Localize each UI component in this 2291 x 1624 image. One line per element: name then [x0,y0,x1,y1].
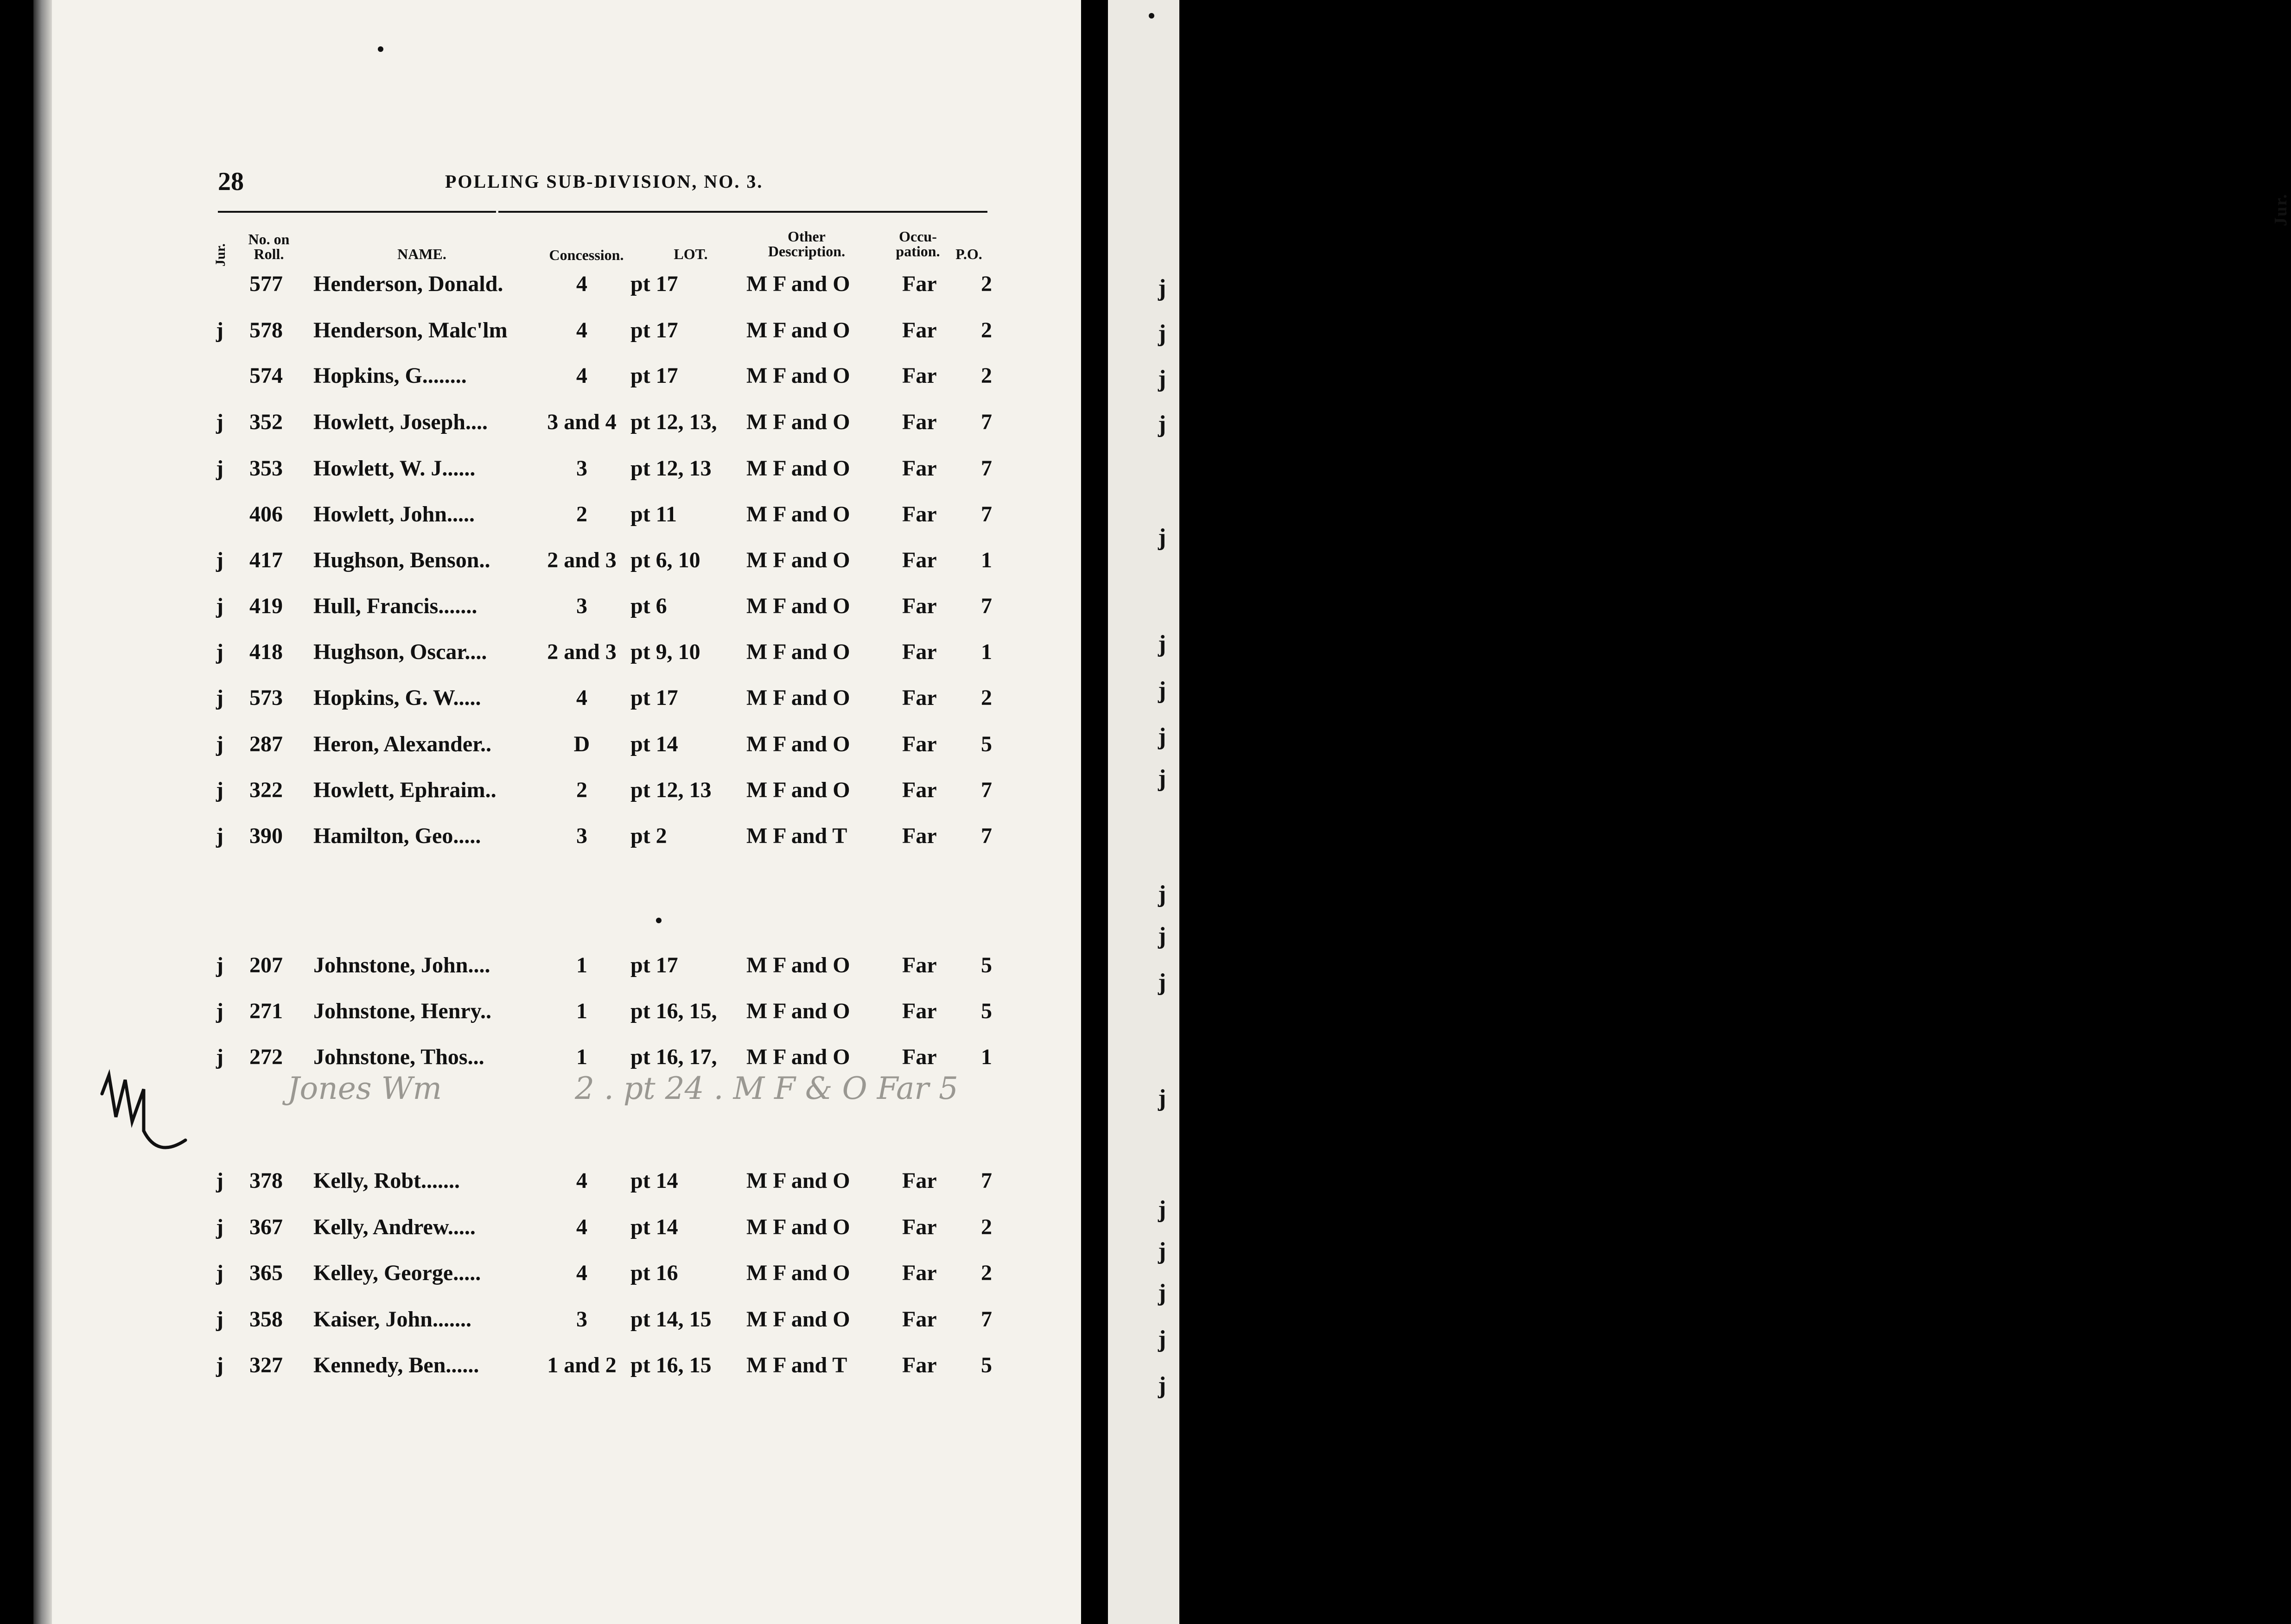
occupation: Far [902,1215,937,1239]
voter-name: Hughson, Oscar.... [313,640,487,664]
post-office: 2 [981,1261,992,1285]
table-row [0,731,1179,773]
occupation: Far [902,410,937,434]
table-row [0,1352,1179,1394]
occupation: Far [902,640,937,664]
other-description: M F and O [746,594,850,618]
lot: pt 12, 13 [630,456,712,481]
roll-number: 353 [249,456,283,481]
voter-name: Kennedy, Ben...... [313,1353,479,1377]
voter-name: Johnstone, John.... [313,953,490,977]
voter-name: Johnstone, Thos... [313,1045,484,1069]
voter-name: Hopkins, G. W..... [313,685,481,710]
voter-name: Howlett, W. J...... [313,456,476,481]
concession: 2 and 3 [547,640,617,664]
margin-mark [88,1066,199,1168]
concession: 2 [576,778,587,802]
adjacent-jur-mark: j [1158,411,1166,438]
concession: 4 [576,272,587,296]
other-description: M F and O [746,1215,850,1239]
roll-number: 367 [249,1215,283,1239]
header-description-line1: Other [788,228,826,245]
concession: D [573,732,590,756]
other-description: M F and O [746,1045,850,1069]
lot: pt 2 [630,824,667,848]
occupation: Far [902,502,937,527]
jur-mark: j [216,778,223,802]
post-office: 7 [981,1307,992,1332]
concession: 4 [576,318,587,343]
occupation: Far [902,1307,937,1332]
header-lot: LOT. [674,246,708,262]
lot: pt 16 [630,1261,678,1285]
adjacent-jur-mark: j [1158,1238,1166,1264]
speck [378,46,383,52]
table-row [0,547,1179,589]
concession: 1 [576,953,587,977]
concession: 3 [576,824,587,848]
adjacent-jur-mark: j [1158,881,1166,907]
post-office: 2 [981,685,992,710]
page-number: 28 [218,167,244,196]
other-description: M F and O [746,1307,850,1332]
occupation: Far [902,272,937,296]
header-roll-line1: No. on [248,231,290,247]
roll-number: 322 [249,778,283,802]
concession: 1 [576,1045,587,1069]
post-office: 5 [981,999,992,1023]
voter-name: Kaiser, John....... [313,1307,471,1332]
roll-number: 419 [249,594,283,618]
adjacent-jur-mark: j [1158,969,1166,996]
adjacent-jur-mark: j [1158,1372,1166,1399]
concession: 4 [576,685,587,710]
voter-name: Hull, Francis....... [313,594,477,618]
header-occupation [881,229,955,259]
occupation: Far [902,456,937,481]
other-description: M F and O [746,999,850,1023]
roll-number: 271 [249,999,283,1023]
occupation: Far [902,1353,937,1377]
jur-mark: j [216,953,223,977]
adjacent-jur-mark: j [1158,923,1166,949]
other-description: M F and O [746,1261,850,1285]
roll-number: 418 [249,640,283,664]
occupation: Far [902,953,937,977]
roll-number: 577 [249,272,283,296]
lot: pt 17 [630,272,678,296]
other-description: M F and O [746,685,850,710]
other-description: M F and O [746,318,850,343]
other-description: M F and T [746,824,847,848]
adjacent-jur-mark: j [1158,1085,1166,1111]
header-rule-left [218,211,496,213]
post-office: 2 [981,272,992,296]
adjacent-jur-mark: j [1158,723,1166,750]
voter-name: Hamilton, Geo..... [313,824,481,848]
adjacent-jur-mark: j [1158,275,1166,301]
lot: pt 14, 15 [630,1307,712,1332]
voter-name: Johnstone, Henry.. [313,999,492,1023]
table-row [0,409,1179,451]
other-description: M F and O [746,732,850,756]
roll-number: 365 [249,1261,283,1285]
jur-mark: j [216,640,223,664]
table-row [0,1307,1179,1348]
header-occupation-line1: Occu- [899,228,937,245]
occupation: Far [902,824,937,848]
table-row [0,952,1179,994]
occupation: Far [902,363,937,388]
roll-number: 417 [249,548,283,572]
post-office: 7 [981,594,992,618]
speck [656,918,662,923]
header-description [746,229,867,259]
roll-number: 272 [249,1045,283,1069]
post-office: 7 [981,824,992,848]
voter-name: Kelly, Robt....... [313,1168,460,1193]
other-description: M F and T [746,1353,847,1377]
lot: pt 17 [630,318,678,343]
speck [1149,13,1154,19]
post-office: 1 [981,548,992,572]
jur-mark: j [216,1261,223,1285]
adjacent-jur-mark: j [1158,1196,1166,1223]
header-name: NAME. [397,246,446,262]
other-description: M F and O [746,953,850,977]
header-roll-line2: Roll. [254,246,284,262]
roll-number: 378 [249,1168,283,1193]
table-row [0,271,1179,313]
concession: 2 [576,502,587,527]
lot: pt 11 [630,502,677,527]
post-office: 2 [981,1215,992,1239]
post-office: 5 [981,732,992,756]
lot: pt 16, 15, [630,999,717,1023]
roll-number: 406 [249,502,283,527]
jur-mark: j [216,1215,223,1239]
table-row [0,1214,1179,1256]
lot: pt 14 [630,1215,678,1239]
table-row [0,1168,1179,1210]
jur-mark: j [216,732,223,756]
lot: pt 17 [630,363,678,388]
roll-number: 578 [249,318,283,343]
lot: pt 17 [630,953,678,977]
voter-name: Howlett, Joseph.... [313,410,488,434]
other-description: M F and O [746,1168,850,1193]
table-row [0,685,1179,727]
occupation: Far [902,318,937,343]
other-description: M F and O [746,363,850,388]
jur-mark: j [216,1307,223,1332]
other-description: M F and O [746,778,850,802]
roll-number: 390 [249,824,283,848]
roll-number: 573 [249,685,283,710]
post-office: 2 [981,318,992,343]
concession: 4 [576,363,587,388]
table-row [0,823,1179,865]
adjacent-jur-mark: j [1158,765,1166,792]
occupation: Far [902,999,937,1023]
jur-mark: j [216,1168,223,1193]
jur-mark: j [216,685,223,710]
table-row [0,1260,1179,1302]
occupation: Far [902,778,937,802]
jur-mark: j [216,410,223,434]
lot: pt 6, 10 [630,548,700,572]
header-rule-right [498,211,987,213]
jur-mark: j [216,548,223,572]
lot: pt 6 [630,594,667,618]
header-concession: Concession. [549,247,624,263]
jur-mark: j [216,1353,223,1377]
lot: pt 16, 17, [630,1045,717,1069]
concession: 1 [576,999,587,1023]
jur-mark: j [216,318,223,343]
lot: pt 9, 10 [630,640,700,664]
concession: 4 [576,1215,587,1239]
occupation: Far [902,1045,937,1069]
other-description: M F and O [746,502,850,527]
post-office: 2 [981,363,992,388]
post-office: 7 [981,410,992,434]
table-row [0,593,1179,635]
lot: pt 12, 13, [630,410,717,434]
jur-mark: j [216,1045,223,1069]
lot: pt 17 [630,685,678,710]
concession: 1 and 2 [547,1353,617,1377]
concession: 3 [576,594,587,618]
adjacent-jur-mark: j [1158,1280,1166,1306]
header-description-line2: Description. [768,243,846,260]
adjacent-jur-mark: j [1158,366,1166,392]
handwritten-details: 2 . pt 24 . M F & O Far 5 [575,1071,958,1106]
concession: 4 [576,1168,587,1193]
header-roll [241,232,297,261]
other-description: M F and O [746,640,850,664]
adjacent-jur-mark: j [1158,677,1166,704]
header-jur: Jur. [213,243,228,266]
table-row [0,456,1179,497]
jur-mark: j [216,594,223,618]
other-description: M F and O [746,410,850,434]
roll-number: 287 [249,732,283,756]
jur-mark: j [216,824,223,848]
roll-number: 358 [249,1307,283,1332]
voter-name: Howlett, John..... [313,502,475,527]
concession: 3 [576,1307,587,1332]
post-office: 7 [981,1168,992,1193]
jur-mark: j [216,456,223,481]
occupation: Far [902,732,937,756]
post-office: 5 [981,953,992,977]
voter-name: Hopkins, G........ [313,363,467,388]
table-row [0,639,1179,681]
occupation: Far [902,685,937,710]
occupation: Far [902,548,937,572]
header-occupation-line2: pation. [896,243,940,260]
voter-name: Henderson, Donald. [313,272,503,296]
page-title: POLLING SUB-DIVISION, NO. 3. [445,171,764,192]
adjacent-jur-mark: j [1158,631,1166,657]
lot: pt 12, 13 [630,778,712,802]
occupation: Far [902,1261,937,1285]
table-row [0,317,1179,359]
voter-name: Heron, Alexander.. [313,732,492,756]
other-description: M F and O [746,456,850,481]
table-row [0,777,1179,819]
voter-name: Henderson, Malc'lm [313,318,508,343]
adjacent-jur-mark: j [1158,320,1166,347]
concession: 2 and 3 [547,548,617,572]
lot: pt 14 [630,1168,678,1193]
adjacent-page-jur-header: Jur. [2271,193,2291,226]
roll-number: 352 [249,410,283,434]
header-po: P.O. [955,246,982,262]
other-description: M F and O [746,272,850,296]
roll-number: 207 [249,953,283,977]
jur-mark: j [216,999,223,1023]
voter-name: Howlett, Ephraim.. [313,778,496,802]
voter-name: Hughson, Benson.. [313,548,490,572]
post-office: 1 [981,640,992,664]
occupation: Far [902,1168,937,1193]
concession: 3 and 4 [547,410,617,434]
roll-number: 327 [249,1353,283,1377]
lot: pt 16, 15 [630,1353,712,1377]
table-row [0,363,1179,405]
post-office: 7 [981,502,992,527]
table-row [0,998,1179,1040]
adjacent-jur-mark: j [1158,1326,1166,1352]
post-office: 1 [981,1045,992,1069]
other-description: M F and O [746,548,850,572]
voter-name: Kelly, Andrew..... [313,1215,476,1239]
table-row [0,501,1179,543]
concession: 4 [576,1261,587,1285]
post-office: 5 [981,1353,992,1377]
lot: pt 14 [630,732,678,756]
concession: 3 [576,456,587,481]
roll-number: 574 [249,363,283,388]
occupation: Far [902,594,937,618]
adjacent-jur-mark: j [1158,524,1166,551]
handwritten-name: Jones Wm [287,1071,442,1106]
voter-name: Kelley, George..... [313,1261,481,1285]
post-office: 7 [981,456,992,481]
post-office: 7 [981,778,992,802]
